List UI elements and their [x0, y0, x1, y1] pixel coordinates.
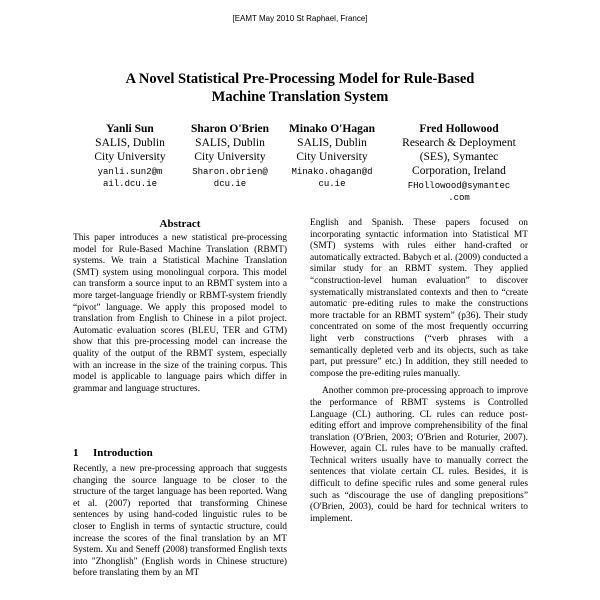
body-paragraph: Another common pre-processing approach to improve the performance of RBMT systems is Controlled Language (CL) authoring. CL rules can reduce post-editing effort and improve comprehensibility of the final translation (O'Brien, 2003; O'Brien and Roturier, 2007). However, again CL rules have to be manually crafted. Technical writers usually have to manually correct the sentences that violate certain CL rules. Besides, it is difficult to define specific rules and some general rules such as “discourage the use of dangling prepositions” (O'Brien, 2003), could be hard for technical writers to implement.	[310, 386, 528, 524]
author-email-line: yanli.sun2@m	[97, 167, 163, 177]
body-paragraph: English and Spanish. These papers focused on incorporating syntactic information into Statistical MT (SMT) systems with rules either hand-crafted or automatically extracted. Babych et al. (2009) conducted a similar study for an RBMT system. They applied “construction-level human evaluation” to discover systematically mistranslated contexts and then to “create automatic pre-editing rules to make the constructions more tractable for an RBMT system” (p36). Their study concentrated on some of the most frequently occurring light verb constructions (“verb phrases with a semantically depleted verb and its objects, such as take part, put pressure” etc.) In addition, they still needed to compose the pre-editing rules manually.	[310, 218, 528, 379]
author-affiliation: SALIS, Dublin	[195, 137, 265, 149]
introduction-body	[73, 464, 287, 600]
author-email-line: ail.dcu.ie	[102, 179, 157, 189]
section-heading-introduction	[73, 447, 153, 459]
author-email-line: Minako.ohagan@d	[291, 167, 373, 177]
right-column	[310, 218, 528, 600]
author-name: Fred Hollowood	[419, 123, 499, 135]
author-email	[280, 166, 384, 190]
paper-title	[60, 70, 540, 106]
author-name: Yanli Sun	[106, 123, 154, 135]
author-email-line: FHollowood@symantec	[407, 181, 511, 191]
abstract-body	[73, 233, 287, 395]
author-affiliation: SALIS, Dublin	[297, 137, 367, 149]
section-title: Introduction	[93, 447, 153, 459]
author-affiliation: City University	[94, 151, 166, 163]
author-email-line: Sharon.obrien@	[192, 167, 268, 177]
author-affiliation: SALIS, Dublin	[95, 137, 165, 149]
intro-paragraph: Recently, a new pre-processing approach that suggests changing the source language to be closer to the structure of the target language has been reported. Wang et al. (2007) reported that transforming Chinese sentences by using hand-coded linguistic rules to be closer to English in terms of syntactic structure, could increase the scores of the final translation by an MT System. Xu and Seneff (2008) transformed English texts into "Zhonglish" (English words in Chinese structure) before translating them by an MT	[73, 464, 287, 579]
author-affiliation: Corporation, Ireland	[412, 165, 506, 177]
author-email	[80, 166, 180, 190]
author-email-line: .com	[448, 193, 470, 203]
abstract-paragraph: This paper introduces a new statistical pre-processing model for Rule-Based Machine Translation (RBMT) systems. We train a Statistical Machine Translation (SMT) system using monolingual corpora. This model can transform a source input to an RBMT system into a more target-language friendly or RBMT-system friendly “pivot” language. We apply this proposed model to translation from English to Chinese in a pilot project. Automatic evaluation scores (BLEU, TER and GTM) show that this pre-processing model can increase the quality of the output of the RBMT system, especially with an increase in the size of the training corpus. This model is applicable to language pairs which differ in grammar and language structures.	[73, 233, 287, 394]
author-email-line: dcu.ie	[213, 179, 247, 189]
title-line-2: Machine Translation System	[211, 89, 389, 105]
author-affiliation: (SES), Symantec	[419, 151, 499, 163]
author-name: Sharon O'Brien	[190, 123, 270, 135]
author-email-line: cu.ie	[318, 179, 346, 189]
section-number: 1	[73, 447, 79, 459]
author-block-2	[180, 122, 280, 190]
author-email	[386, 180, 532, 204]
venue-header: [EAMT May 2010 St Raphael, France]	[232, 14, 368, 23]
author-affiliation: City University	[296, 151, 368, 163]
author-name: Minako O'Hagan	[289, 123, 375, 135]
abstract-heading: Abstract	[159, 218, 201, 230]
title-line-1: A Novel Statistical Pre-Processing Model for Rule-Based	[125, 71, 475, 87]
author-block-1	[80, 122, 180, 190]
author-email	[180, 166, 280, 190]
author-block-4	[386, 122, 532, 204]
author-block-3	[280, 122, 384, 190]
author-affiliation: City University	[194, 151, 266, 163]
author-affiliation: Research & Deployment	[402, 137, 516, 149]
